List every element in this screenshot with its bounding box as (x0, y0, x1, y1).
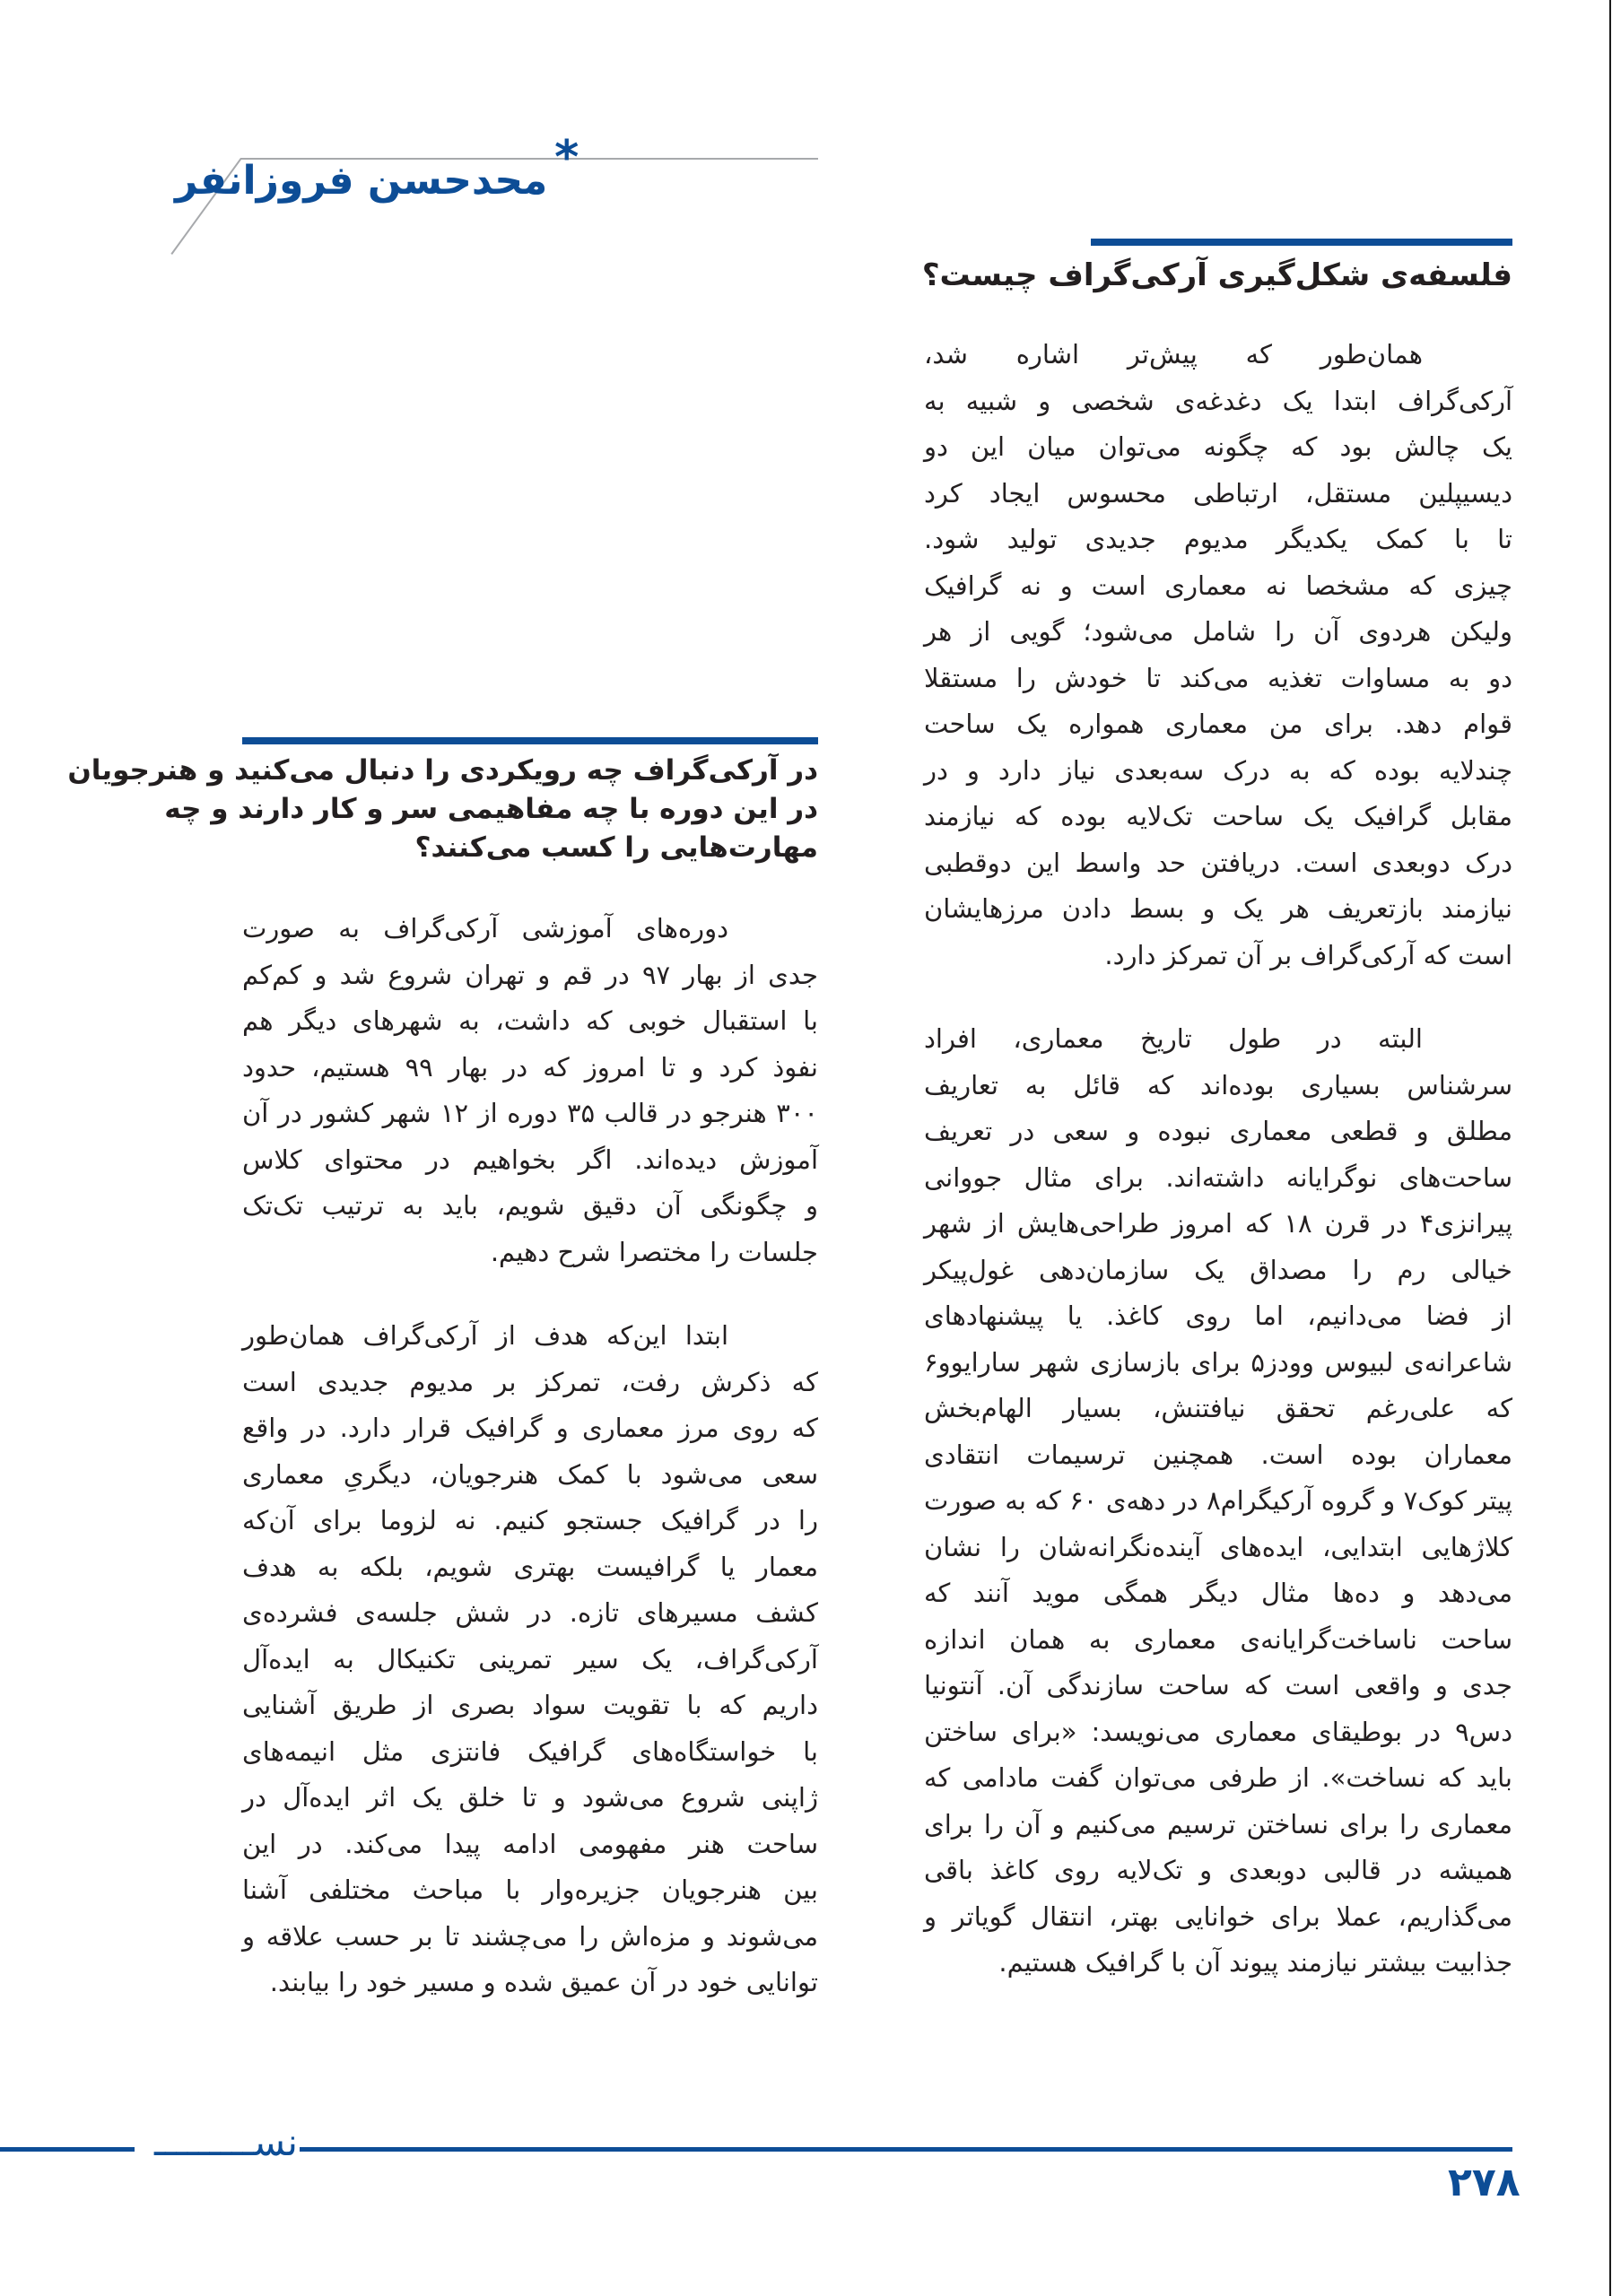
text-line: معماران بوده است. همچنین ترسیمات انتقادی (924, 1439, 1512, 1470)
text-line: می‌دهد و ده‌ها مثال دیگر همگی موید آنند که (924, 1578, 1512, 1608)
text-line: تا با کمک یکدیگر مدیوم جدیدی تولید شود. (924, 524, 1512, 554)
running-title: نســـــــــ (154, 2120, 298, 2164)
text-line: و چگونگی آن دقیق شویم، باید به ترتیب تک‌تک (242, 1190, 818, 1221)
text-line: معماری را برای نساختن ترسیم می‌کنیم و آن را برای (924, 1808, 1512, 1839)
text-line: آرکی‌گراف ابتدا یک دغدغه‌ی شخصی و شبیه به (924, 385, 1512, 416)
text-line: پیرانزی۴ در قرن ۱۸ که امروز طراحی‌هایش از شهر (924, 1208, 1513, 1239)
text-line: نیازمند بازتعریف هر یک و بسط دادن مرزهایشان (924, 893, 1512, 924)
text-line: می‌گذاریم، عملا برای خوانایی بهتر، انتقال گویاتر و (924, 1900, 1512, 1932)
heading-line: مهارت‌هایی را کسب می‌کنند؟ (414, 831, 818, 864)
text-line: همیشه در قالبی دوبعدی و تک‌لایه روی کاغذ باقی (924, 1855, 1512, 1885)
text-line: کشف مسیرهای تازه. در شش جلسه‌ی فشرده‌ی (242, 1597, 818, 1628)
text-line: که ذکرش رفت، تمرکز بر مدیوم جدیدی است (242, 1366, 818, 1397)
text-line: است که آرکی‌گراف بر آن تمرکز دارد. (1104, 939, 1512, 970)
text-line: قوام دهد. برای من معماری همواره یک ساحت (924, 709, 1512, 739)
text-line: همان‌طور که پیش‌تر اشاره شد، (924, 339, 1423, 370)
text-line: سعی می‌شود با کمک هنرجویان، دیگریِ معماری (242, 1458, 818, 1490)
heading-line: در این دوره با چه مفاهیمی سر و کار دارند و چه (164, 793, 818, 825)
text-line: البته در طول تاریخ معماری، افراد (924, 1023, 1423, 1054)
asterisk-icon: * (554, 131, 579, 185)
text-line: از فضا می‌دانیم، اما روی کاغذ. یا پیشنهادهای (924, 1300, 1512, 1331)
paragraph-gap (242, 1275, 818, 1313)
text-line: باید که نساخت». از طرفی می‌توان گفت مادامی که (924, 1762, 1512, 1793)
text-line: ژاپنی شروع می‌شود و تا خلق یک اثر ایده‌آل در (242, 1782, 818, 1813)
text-line: داریم که با تقویت سواد بصری از طریق آشنایی (242, 1690, 818, 1720)
text-line: دس۹ در بوطیقای معماری می‌نویسد: «برای ساختن (924, 1716, 1512, 1747)
text-line: درک دوبعدی است. دریافتن حد واسط این دوقطبی (924, 847, 1512, 878)
page-number: ۲۷۸ (1448, 2160, 1521, 2205)
paragraph (924, 1016, 1512, 1987)
text-line: ولیکن هردوی آن را شامل می‌شود؛ گویی از هر (924, 616, 1512, 647)
text-line: آموزش دیده‌اند. اگر بخواهیم در محتوای کلاس (242, 1144, 818, 1175)
text-line: مقابل گرافیک یک ساحت تک‌لایه بوده که نیازمند (924, 801, 1512, 831)
left-heading-bar (242, 737, 818, 744)
text-line: خیالی رم را مصداق یک سازمان‌دهی غول‌پیکر (924, 1254, 1512, 1285)
text-line: چندلایه بوده که به درک سه‌بعدی نیاز دارد و در (924, 754, 1512, 786)
text-line: آرکی‌گراف، یک سیر تمرینی تکنیکال به ایده‌آل (242, 1643, 818, 1674)
text-line: بین هنرجویان جزیره‌وار با مباحث مختلفی آشنا (242, 1874, 818, 1905)
text-line: که روی مرز معماری و گرافیک قرار دارد. در واقع (242, 1413, 818, 1443)
paragraph-gap (924, 978, 1512, 1016)
text-line: ساحت هنر مفهومی ادامه پیدا می‌کند. در این (242, 1828, 818, 1859)
footer-rule-left (0, 2147, 135, 2152)
text-line: جدی از بهار ۹۷ در قم و تهران شروع شد و کم‌کم (242, 959, 818, 990)
page-edge (1609, 0, 1611, 2296)
text-line: توانایی خود در آن عمیق شده و مسیر خود را بیابند. (269, 1967, 818, 1997)
paragraph (242, 906, 818, 1275)
text-line: یک چالش بود که چگونه می‌توان میان این دو (924, 431, 1512, 462)
text-line: دوره‌های آموزشی آرکی‌گراف به صورت (242, 913, 728, 944)
right-heading-bar (1091, 239, 1512, 246)
text-line: شاعرانه‌ی لبیوس وودز۵ برای بازسازی شهر سارایوو۶ (924, 1346, 1512, 1378)
footer-rule (300, 2147, 1512, 2152)
text-line: ساحت‌های نوگرایانه داشته‌اند. برای مثال جووانی (924, 1161, 1512, 1193)
text-line: با خواستگاه‌های گرافیک فانتزی مثل انیمه‌های (242, 1735, 818, 1767)
text-line: جدی و واقعی است که ساحت سازندگی آن. آنتونیا (924, 1670, 1512, 1700)
text-line: مطلق و قطعی معماری نبوده و سعی در تعریف (924, 1116, 1512, 1146)
text-line: جلسات را مختصرا شرح دهیم. (490, 1236, 818, 1267)
author-name: محدحسن فروزانفر (175, 158, 548, 204)
text-line: ابتدا این‌که هدف از آرکی‌گراف همان‌طور (242, 1320, 728, 1351)
heading-line: در آرکی‌گراف چه رویکردی را دنبال می‌کنید و هنرجویان (67, 754, 818, 787)
paragraph (924, 332, 1512, 978)
text-line: دو به مساوات تغذیه می‌کند تا خودش را مستقلا (924, 662, 1512, 693)
text-line: چیزی که مشخصا نه معماری است و نه گرافیک (924, 570, 1512, 601)
right-column-body (924, 332, 1512, 1987)
text-line: جذابیت بیشتر نیازمند پیوند آن با گرافیک هستیم. (998, 1947, 1512, 1978)
text-line: می‌شوند و مزه‌اش را می‌چشند تا بر حسب علاقه و (242, 1920, 818, 1952)
text-line: با استقبال خوبی که داشت، به شهرهای دیگر هم (242, 1005, 818, 1036)
text-line: کلاژهایی ابتدایی، ایده‌های آینده‌نگرانه‌شان را نشان (924, 1531, 1512, 1562)
left-section-heading (67, 752, 818, 867)
text-line: که علی‌رغم تحقق نیافتنش، بسیار الهام‌بخش (924, 1393, 1512, 1423)
text-line: نفوذ کرد و تا امروز که در بهار ۹۹ هستیم، حدود (242, 1051, 818, 1083)
text-line: دیسیپلین مستقل، ارتباطی محسوس ایجاد کرد (924, 477, 1512, 509)
author-byline (175, 131, 579, 204)
text-line: را در گرافیک جستجو کنیم. نه لزوما برای آن‌که (242, 1505, 818, 1535)
paragraph (242, 1313, 818, 2006)
text-line: سرشناس بسیاری بوده‌اند که قائل به تعاریف (924, 1069, 1512, 1100)
left-column-body (242, 906, 818, 2006)
text-line: ساحت ناساخت‌گرایانه‌ی معماری به همان اندازه (924, 1623, 1512, 1655)
text-line: پیتر کوک۷ و گروه آرکیگرام۸ در دهه‌ی ۶۰ که به صورت (924, 1485, 1512, 1516)
text-line: معمار یا گرافیست بهتری شویم، بلکه به هدف (242, 1551, 818, 1582)
right-section-heading: فلسفه‌ی شکل‌گیری آرکی‌گراف چیست؟ (921, 257, 1512, 293)
text-line: ۳۰۰ هنرجو در قالب ۳۵ دوره از ۱۲ شهر کشور در آن (242, 1098, 818, 1128)
